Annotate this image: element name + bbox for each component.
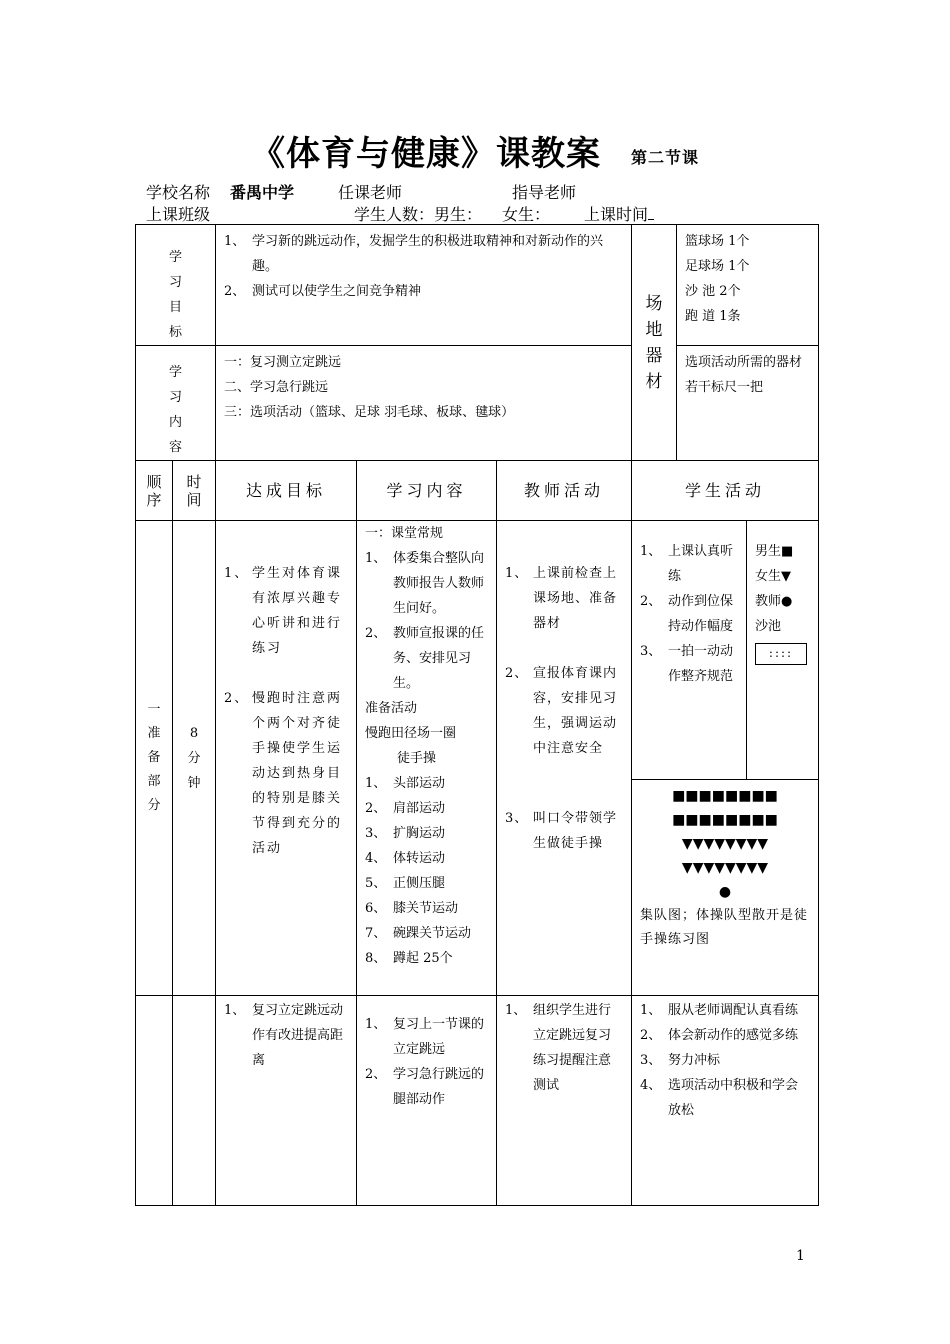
warmup-sub: 徒手操	[397, 751, 437, 766]
objectives-label-cell	[136, 225, 216, 346]
part2-content-cell	[357, 996, 497, 1206]
legend	[747, 521, 818, 666]
formation-row: ▼▼▼▼▼▼▼▼	[681, 835, 769, 852]
formation-row: ▼▼▼▼▼▼▼▼	[681, 859, 769, 876]
routine-list	[365, 546, 490, 696]
legend-male: 男生■	[755, 544, 794, 559]
part1-teacher-cell	[497, 521, 632, 996]
list-item: 2、 肩部运动	[365, 801, 446, 816]
list-item: 8、 蹲起 25个	[365, 951, 453, 966]
objectives-list	[216, 225, 631, 304]
formation-cell	[632, 779, 818, 952]
list-item: 2、 宣报体育课内容，安排见习生，强调运动中注意安全	[505, 666, 618, 756]
lesson-table	[135, 224, 819, 1206]
list-item: 2、 体会新动作的感觉多练	[640, 1028, 799, 1043]
header-student: 学生活动	[632, 461, 819, 521]
list-item: 1、 学习新的跳远动作，发掘学生的积极进取精神和对新动作的兴趣。	[224, 234, 604, 274]
teacher-label: 任课老师	[338, 183, 403, 202]
part1-label-cell	[136, 521, 173, 996]
part2-content	[357, 996, 496, 1112]
part1-label: 一准备部分	[147, 702, 161, 813]
formation-row: ■■■■■■■■	[672, 811, 778, 828]
list-item: 1、 上课前检查上课场地、准备器材	[505, 566, 618, 631]
part1-goals	[216, 521, 356, 861]
venue-label-cell	[632, 225, 677, 461]
legend-sandpit: 沙池	[755, 619, 782, 634]
part1-goals-cell	[216, 521, 357, 996]
list-item: 1、 头部运动	[365, 776, 446, 791]
legend-cell	[747, 521, 819, 779]
list-item: 1、 上课认真听练	[640, 544, 734, 584]
equipment-cell	[677, 346, 819, 461]
list-item: 3、 努力冲标	[640, 1053, 721, 1068]
part1-time-unit: 分钟	[187, 750, 201, 791]
time-blank	[648, 205, 654, 220]
formation-diagram	[632, 780, 818, 952]
header-content: 学习内容	[357, 461, 497, 521]
content-heading: 一：课堂常规	[365, 526, 444, 541]
lesson-number: 第二节课	[630, 147, 699, 167]
part2-goals	[216, 996, 356, 1073]
part2-teacher-cell	[497, 996, 632, 1206]
formation-caption: 集队图；体操队型散开是徒手操练习图	[640, 907, 809, 947]
list-item: 4、 体转运动	[365, 851, 446, 866]
part1-student-cell	[632, 521, 819, 996]
list-item: 7、 碗踝关节运动	[365, 926, 472, 941]
list-item: 2、 动作到位保持动作幅度	[640, 594, 734, 634]
list-item: 1、 组织学生进行立定跳远复习练习提醒注意测试	[505, 1003, 612, 1093]
list-item: 3、 扩胸运动	[365, 826, 446, 841]
female-label: 女生：	[502, 205, 551, 224]
formation-row: ●	[718, 883, 732, 900]
objectives-cell	[216, 225, 632, 346]
list-item: 2、 学习急行跳远的腿部动作	[365, 1067, 485, 1107]
objectives-label: 学习目标	[168, 250, 182, 340]
content-label-cell	[136, 346, 216, 461]
content-list	[216, 346, 631, 425]
part2-time-cell	[173, 996, 216, 1206]
part1-teacher	[497, 521, 631, 856]
list-item: 3、 叫口令带领学生做徒手操	[505, 811, 618, 851]
list-item: 4、 选项活动中积极和学会放松	[640, 1078, 799, 1118]
part2-teacher	[497, 996, 631, 1098]
warmup-heading: 准备活动	[365, 701, 418, 716]
list-item: 6、 膝关节运动	[365, 901, 459, 916]
legend-female: 女生▼	[755, 569, 791, 584]
venue-list	[677, 225, 818, 329]
page-number: 1	[796, 1248, 805, 1264]
list-item: 1、 复习上一节课的立定跳远	[365, 1017, 485, 1057]
header-teacher: 教师活动	[497, 461, 632, 521]
page-title	[0, 126, 950, 175]
part1-time-cell	[173, 521, 216, 996]
part1-content	[357, 521, 496, 971]
part2-goals-cell	[216, 996, 357, 1206]
list-item: 1、 体委集合整队向教师报告人数师生问好。	[365, 551, 485, 616]
warmup-run: 慢跑田径场一圈	[365, 726, 457, 741]
list-item: 篮球场 1个	[685, 234, 750, 249]
header-time: 时间	[173, 461, 216, 521]
sandpit-symbol: ::::	[755, 643, 807, 665]
title-text: 《体育与健康》课教案	[250, 134, 601, 174]
list-item: 2、 教师宣报课的任务、安排见习生。	[365, 626, 485, 691]
student-activity	[632, 521, 747, 779]
list-item: 3、 一拍一动动作整齐规范	[640, 644, 734, 684]
list-item: 2、 慢跑时注意两个两个对齐徒手操使学生运动达到热身目的特别是膝关节得到充分的活动	[224, 691, 343, 856]
header-goals: 达成目标	[216, 461, 357, 521]
formation-row: ■■■■■■■■	[672, 787, 778, 804]
class-label: 上课班级	[146, 205, 211, 224]
content-label: 学习内容	[168, 365, 182, 455]
list-item: 一：复习测立定跳远	[224, 355, 342, 370]
venue-label: 场地器材	[645, 293, 663, 392]
advisor-label: 指导老师	[512, 183, 577, 202]
part2-label-cell	[136, 996, 173, 1206]
part1-time-num: 8	[189, 725, 199, 741]
list-item: 跑 道 1条	[685, 309, 741, 324]
legend-teacher: 教师●	[755, 594, 793, 609]
list-item: 二、学习急行跳远	[224, 380, 329, 395]
list-item: 5、 正侧压腿	[365, 876, 446, 891]
venue-cell	[677, 225, 819, 346]
student-inner	[632, 521, 818, 952]
list-item: 2、 测试可以使学生之间竞争精神	[224, 284, 422, 299]
exercise-list	[365, 771, 490, 971]
part2-student	[632, 996, 818, 1123]
list-item: 1、 学生对体育课有浓厚兴趣专心听讲和进行练习	[224, 566, 343, 656]
part1-student-list	[632, 521, 746, 689]
content-cell	[216, 346, 632, 461]
list-item: 三：选项活动（篮球、足球 羽毛球、板球、毽球）	[224, 405, 515, 420]
header-order: 顺序	[136, 461, 173, 521]
school-value: 番禺中学	[230, 183, 295, 202]
list-item: 沙 池 2个	[685, 284, 741, 299]
part2-student-cell	[632, 996, 819, 1206]
part1-content-cell	[357, 521, 497, 996]
list-item: 1、 复习立定跳远动作有改进提高距离	[224, 1003, 344, 1068]
students-label: 学生人数：男生：	[354, 205, 483, 224]
list-item: 足球场 1个	[685, 259, 750, 274]
school-label: 学校名称	[146, 183, 211, 202]
list-item: 1、 服从老师调配认真看练	[640, 1003, 799, 1018]
time-label-text: 上课时间	[584, 205, 649, 224]
time-label	[584, 202, 654, 225]
equipment-text: 选项活动所需的器材若干标尺一把	[685, 355, 803, 395]
